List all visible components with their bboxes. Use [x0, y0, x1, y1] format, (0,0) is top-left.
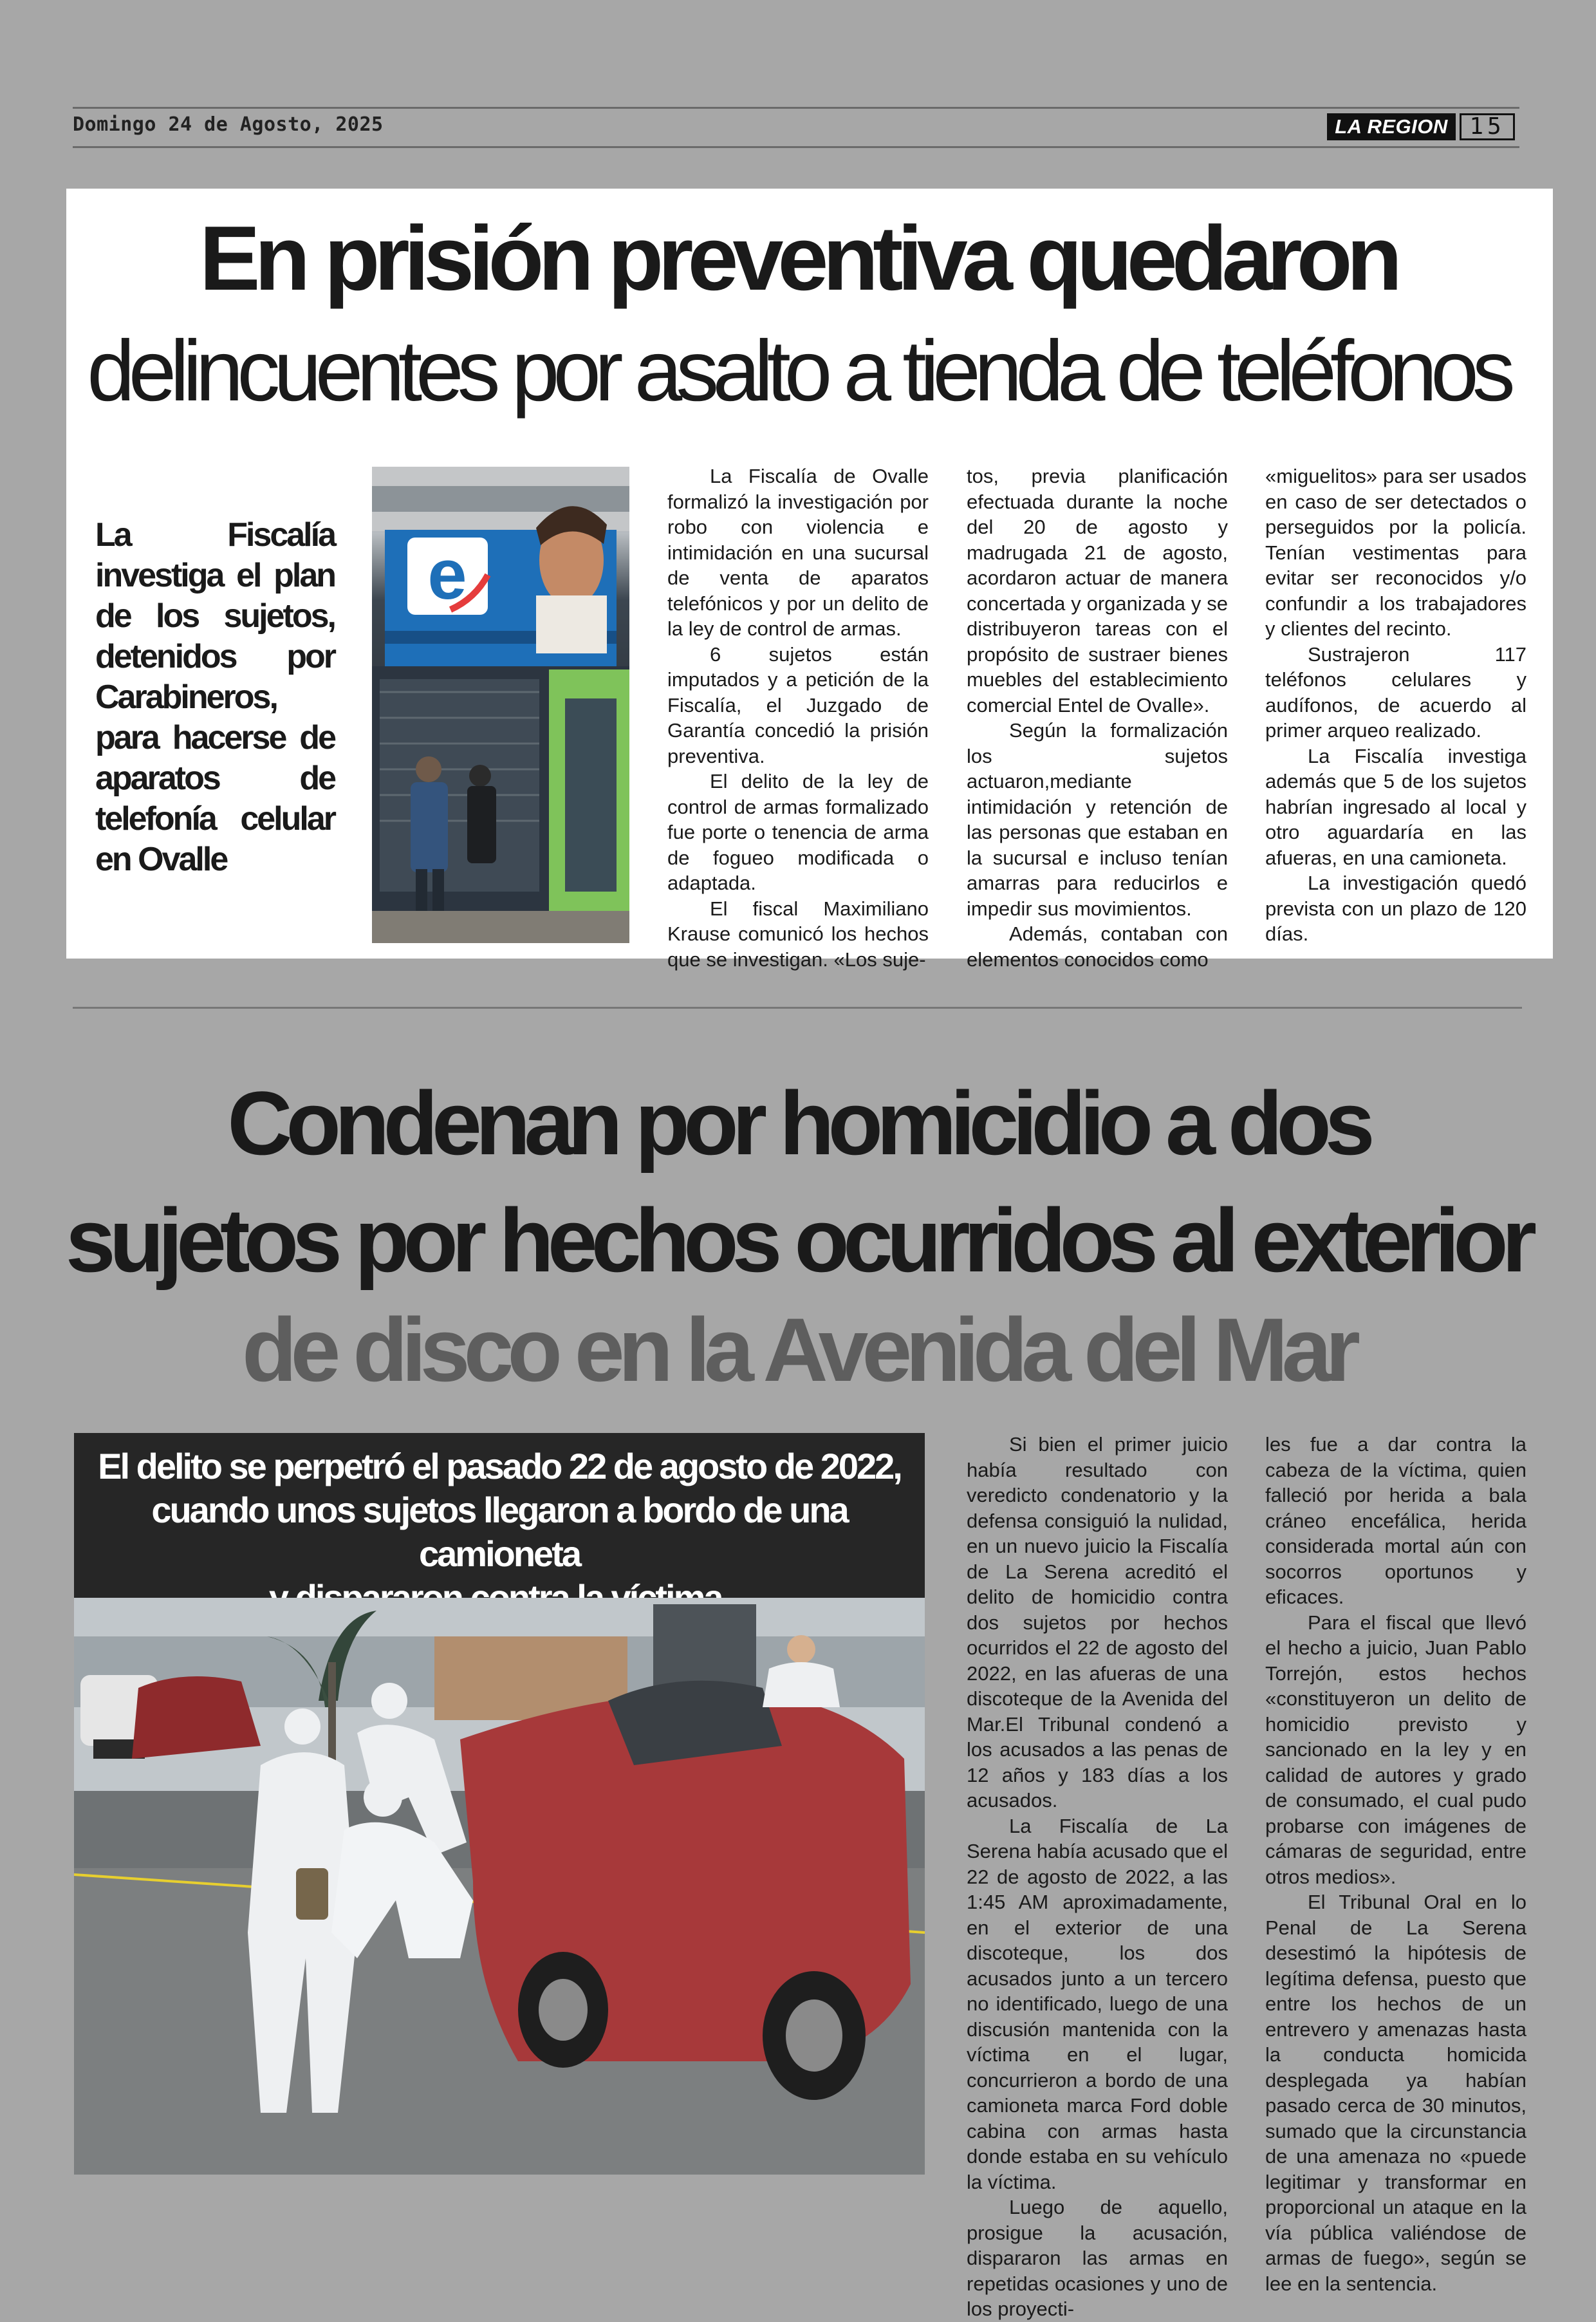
page-number: 15	[1460, 113, 1515, 140]
article1-paragraph: La investigación quedó prevista con un plazo de 120 días.	[1265, 872, 1526, 945]
article2-headline-line1: Condenan por homicidio a dos	[227, 1072, 1369, 1174]
article2-paragraph: les fue a dar contra la cabeza de la víctima, quien falleció por herida a bala cráneo encefálica, herida considerada mortal aún con socorros oportunos y eficaces.	[1265, 1433, 1526, 1608]
article1-column-1	[667, 463, 929, 972]
article2-paragraph: Luego de aquello, prosigue la acusación, dispararon las armas en repetidas ocasiones y uno de los proyecti-	[967, 2196, 1228, 2320]
article1-column-3	[1265, 463, 1526, 947]
article1-paragraph: tos, previa planificación efectuada durante la noche del 20 de agosto y madrugada 21 de agosto, acordaron actuar de manera concertada y organizada y se distribuyeron tareas con el propósito de sustraer bienes muebles del establecimiento comercial Entel de Ovalle».	[967, 465, 1228, 716]
article1-lede: La Fiscalía investiga el plan de los sujetos, detenidos por Carabineros, para hacerse de aparatos de telefonía celular en Ovalle	[95, 516, 335, 878]
article1-paragraph: El delito de la ley de control de armas formalizado fue porte o tenencia de arma de fogueo modificada o adaptada.	[667, 770, 929, 894]
article1-paragraph: La Fiscalía investiga además que 5 de los sujetos habrían ingresado al local y otro aguardaría en las afueras, en una camioneta.	[1265, 744, 1526, 869]
article2-photo-crime-scene	[74, 1598, 925, 2175]
entel-logo-letter: e	[427, 535, 467, 614]
caption-line: El delito se perpetró el pasado 22 de agosto de 2022,	[98, 1446, 901, 1486]
article1-headline-line1: En prisión preventiva quedaron	[199, 207, 1397, 310]
article1-paragraph: Sustrajeron 117 teléfonos celulares y audífonos, de acuerdo al primer arqueo realizado.	[1265, 642, 1526, 742]
article1-column-2	[967, 463, 1228, 972]
header-date: Domingo 24 de Agosto, 2025	[73, 113, 384, 136]
article2-column-2	[1265, 1432, 1526, 2296]
article2-photo-caption	[74, 1433, 925, 1598]
article1-paragraph: Según la formalización los sujetos actuaron,mediante intimidación y retención de las personas que estaban en la sucursal e incluso tenían amarras para reducirlos e impedir sus movimientos.	[967, 719, 1228, 920]
article1-headline-line2: delincuentes por asalto a tienda de teléfonos	[87, 323, 1509, 419]
publication-logo: LA REGION	[1327, 113, 1456, 140]
article1-paragraph: 6 sujetos están imputados y a petición de la Fiscalía, el Juzgado de Garantía concedió la prisión preventiva.	[667, 642, 929, 767]
article1-photo-store-front	[372, 467, 629, 943]
article1-paragraph: La Fiscalía de Ovalle formalizó la investigación por robo con violencia e intimidación en una sucursal de venta de aparatos telefónicos y por un delito de la ley de control de armas.	[667, 465, 929, 640]
article2-paragraph: Para el fiscal que llevó el hecho a juicio, Juan Pablo Torrejón, estos hechos «constituyeron un delito de homicidio previsto y sancionado en la ley y en calidad de autores y grado de consumado, el cual pudo probarse con imágenes de cámaras de seguridad, entre otros medios».	[1265, 1611, 1526, 1888]
header-bottom-rule	[73, 146, 1519, 148]
article2-paragraph: El Tribunal Oral en lo Penal de La Serena desestimó la hipótesis de legítima defensa, puesto que entre los hechos de un entrevero y amenazas hasta la conducta homicida desplegada ya habían pasado cerca de 30 minutos, sumado que la circunstancia de una amenaza no «puede legitimar y transformar en proporcional un ataque en la vía pública valiéndose de armas de fuego», según se lee en la sentencia.	[1265, 1891, 1526, 2295]
article2-headline-line2: sujetos por hechos ocurridos al exterior	[65, 1190, 1531, 1291]
article1-paragraph: Además, contaban con elementos conocidos como	[967, 922, 1228, 971]
article2-paragraph: Si bien el primer juicio había resultado con veredicto condenatorio y la defensa consiguió la nulidad, en un nuevo juicio la Fiscalía de La Serena acreditó el delito de homicidio contra dos sujetos por hechos ocurridos el 22 de agosto del 2022, en las afueras de una discoteque de la Avenida del Mar.El Tribunal condenó a los acusados a las penas de 12 años y 183 días a los acusados.	[967, 1433, 1228, 1812]
article2-paragraph: La Fiscalía de La Serena había acusado que el 22 de agosto de 2022, a las 1:45 AM aproximadamente, en el exterior de una discoteque, los dos acusados junto a un tercero no identificado, luego de una discusión mantenida con la víctima en el lugar, concurrieron a bordo de una camioneta marca Ford doble cabina con armas hasta donde estaba en su vehículo la víctima.	[967, 1814, 1228, 2193]
header-top-rule	[73, 107, 1519, 109]
article-separator	[73, 1007, 1522, 1009]
article2-headline-line3: de disco en la Avenida del Mar	[241, 1299, 1355, 1400]
article2-column-1	[967, 1432, 1228, 2322]
caption-line: cuando unos sujetos llegaron a bordo de una camioneta	[151, 1490, 848, 1574]
article1-paragraph: «miguelitos» para ser usados en caso de ser detectados o perseguidos por la policía. Tenían vestimentas para evitar ser reconocidos y/o confundir a los trabajadores y clientes del recinto.	[1265, 465, 1526, 640]
article1-paragraph: El fiscal Maximiliano Krause comunicó los hechos que se investigan. «Los suje-	[667, 897, 929, 971]
